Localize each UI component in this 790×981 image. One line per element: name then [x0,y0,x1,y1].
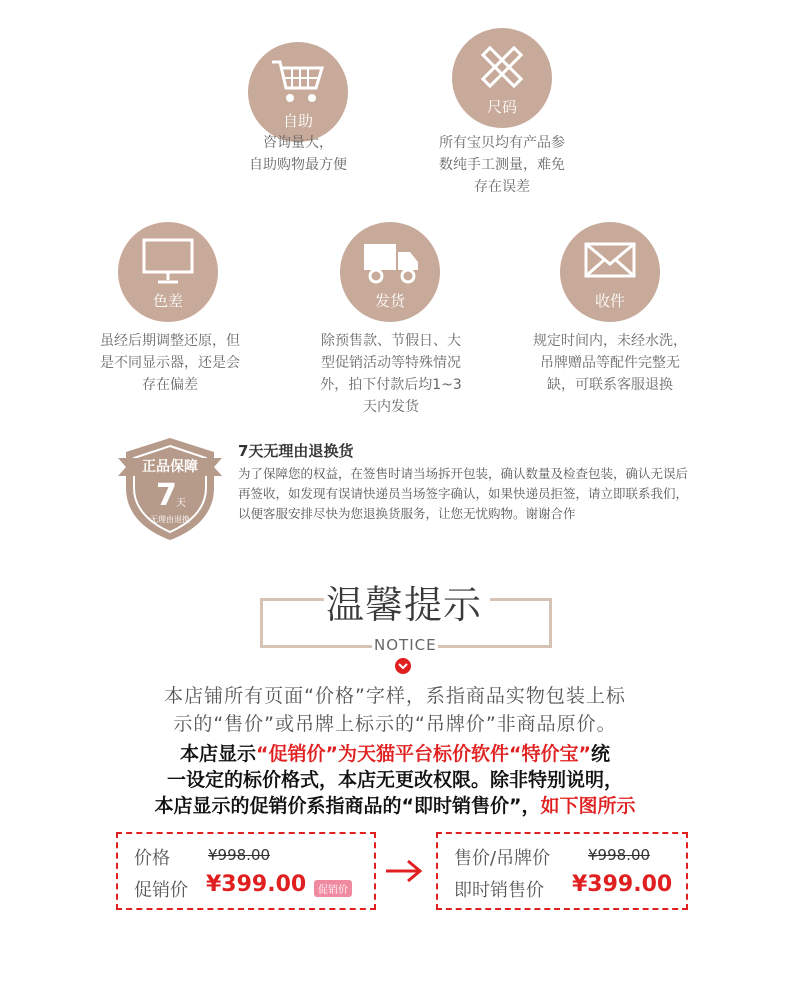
promo-label: 促销价 [134,880,188,901]
service-circle-fahuo [340,222,440,322]
notice-word: NOTICE [374,636,437,654]
truck-icon [362,236,420,286]
service-desc-chima: 所有宝贝均有产品参 数纯手工测量，难免 存在误差 [439,135,565,195]
service-desc-shoujian: 规定时间内，未经水洗， 吊牌赠品等配件完整无 缺，可联系客服退换 [533,333,687,393]
service-label: 尺码 [486,98,517,116]
notice-frame-right [549,598,552,648]
notice-frame-top-right [490,598,552,601]
service-desc-secha: 虽经后期调整还原，但 是不同显示器，还是会 存在偏差 [100,333,240,393]
promo-price: ¥399.00 [206,872,307,897]
service-circle-secha [118,222,218,322]
notice-frame-bottom-left [260,645,372,648]
notice-p2-prefix: 本店显示 [180,743,257,765]
tag-price-label: 售价/吊牌价 [454,848,551,869]
notice-p4-text: 本店显示的促销价系指商品的“即时销售价”， [154,795,541,817]
notice-p2-suffix: 统 [590,743,610,765]
badge-sub: 无理由退换 [150,515,190,524]
service-label: 收件 [594,292,625,310]
original-price: ¥998.00 [208,846,271,864]
notice-para-2 [0,740,790,768]
notice-para-3: 一设定的标价格式，本店无更改权限。除非特别说明， [166,769,623,791]
instant-price-label: 即时销售价 [454,880,544,901]
service-label: 色差 [152,292,183,310]
guarantee-body: 为了保障您的权益，在签售时请当场拆开包装，确认数量及检查包装，确认无误后 再签收，如发现有误请快递员当场签字确认，如果快递员拒签，请立即联系我们， 以便客服安排尽快为您退换货服务，让您无忧购物。谢谢合作 [238,466,689,521]
service-circle-shoujian [560,222,660,322]
envelope-icon [582,236,638,286]
original-price: ¥998.00 [588,846,651,864]
monitor-icon [140,236,196,286]
instant-price: ¥399.00 [572,872,673,897]
notice-para-4 [0,792,790,820]
service-label: 自助 [282,112,313,130]
promo-tag: 促销价 [314,880,352,897]
guarantee-badge [118,434,222,544]
price-box-left [116,832,376,910]
cart-icon [270,56,326,106]
notice-frame-left [260,598,263,648]
ruler-pencil-icon [474,42,530,94]
notice-frame-bottom-right [438,645,552,648]
arrow-right-icon [384,858,424,888]
badge-unit: 天 [176,498,186,509]
notice-frame-top-left [260,598,324,601]
price-box-right [436,832,688,910]
service-circle-chima [452,28,552,128]
badge-number: 7 [156,478,177,513]
notice-p2-highlight: “促销价”为天猫平台标价软件“特价宝” [256,743,591,765]
price-label: 价格 [134,848,170,869]
guarantee-title: 7天无理由退换货 [238,442,354,460]
service-desc-zizhu: 咨询量大， 自助购物最方便 [249,135,347,173]
notice-title: 温馨提示 [326,583,483,627]
service-desc-fahuo: 除预售款、节假日、大 型促销活动等特殊情况 外，拍下付款后均1~3 天内发货 [320,333,462,415]
chevron-down-icon [395,658,411,674]
service-label: 发货 [374,292,405,310]
badge-title: 正品保障 [142,459,198,475]
notice-para-1: 本店铺所有页面“价格”字样，系指商品实物包装上标 示的“售价”或吊牌上标示的“吊牌价”非商品原价。 [164,685,626,735]
service-circle-zizhu [248,42,348,142]
notice-p4-highlight: 如下图所示 [540,795,636,817]
